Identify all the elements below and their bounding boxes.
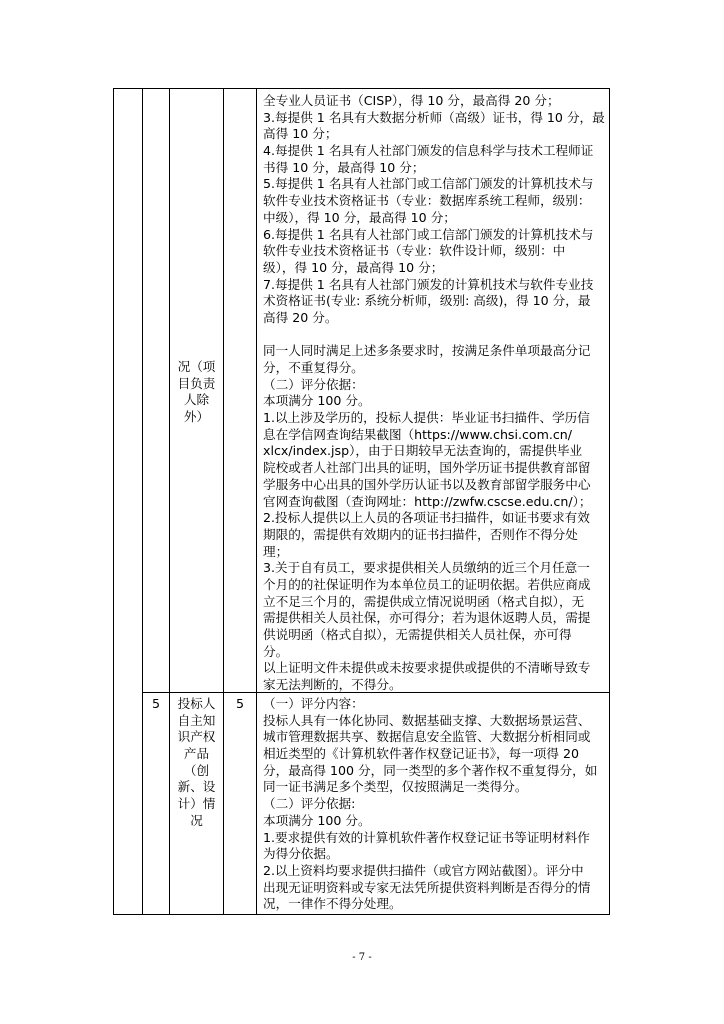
text-line: 本项满分 100 分。 (263, 393, 371, 409)
item-name-cell (169, 696, 224, 830)
item-name-cell (169, 359, 224, 426)
text-line: 期限的，需提供有效期内的证书扫描件，否则作不得分处 (263, 526, 578, 542)
text-line: 自主知 (177, 712, 216, 728)
text-line: 况，一律作不得分处理。 (263, 896, 402, 912)
text-line: 4.每提供 1 名具有人社部门颁发的信息科学与技术工程师证 (263, 143, 594, 159)
text-line: 分。 (263, 643, 289, 659)
text-line: 供说明函（格式自拟），无需提供相关人员社保，亦可得 (263, 627, 572, 642)
text-line: 同一人同时满足上述多条要求时，按满足条件单项最高分记 (263, 343, 591, 359)
text-line: 7.每提供 1 名具有人社部门颁发的计算机技术与软件专业技 (263, 276, 594, 292)
content-cell (263, 696, 597, 913)
text-line: 理； (263, 543, 289, 559)
text-line: 以上证明文件未提供或未按要求提供或提供的不清晰导致专 (263, 660, 591, 676)
text-line: 2.投标人提供以上人员的各项证书扫描件，如证书要求有效 (263, 510, 590, 526)
text-line: 个月的的社保证明作为本单位员工的证明依据。若供应商成 (263, 576, 591, 592)
text-line: 息在学信网查询结果截图（https://www.chsi.com.cn/ (263, 426, 573, 442)
row-index-cell: 5 (151, 696, 160, 711)
text-line: 产品 (183, 746, 210, 762)
text-line: （创 (183, 762, 210, 778)
text-line: 软件专业技术资格证书（专业：软件设计师，级别：中 (263, 243, 566, 259)
text-line: 家无法判断的，不得分。 (263, 677, 402, 693)
text-line: 本项满分 100 分。 (263, 812, 371, 828)
text-line: 出现无证明资料或专家无法凭所提供资料判断是否得分的情 (263, 879, 591, 895)
text-line: 识产权 (177, 729, 216, 745)
text-line: 院校或者人社部门出具的证明，国外学历证书提供教育部留 (263, 460, 591, 476)
text-line: 术资格证书(专业: 系统分析师，级别: 高级)，得 10 分，最 (263, 293, 591, 309)
text-line: 学服务中心出具的国外学历认证书以及教育部留学服务中心 (263, 476, 591, 492)
text-line: 3.关于自有员工，要求提供相关人员缴纳的近三个月任意一 (263, 560, 590, 576)
text-line: 立不足三个月的，需提供成立情况说明函（格式自拟），无 (263, 593, 585, 609)
text-line: 书得 10 分，最高得 10 分； (263, 159, 425, 175)
score-cell: 5 (235, 696, 244, 711)
text-line: 5.每提供 1 名具有人社部门或工信部门颁发的计算机技术与 (263, 176, 594, 192)
text-line: 新、设 (177, 779, 216, 795)
text-line: 投标人具有一体化协同、数据基础支撑、大数据场景运营、 (263, 712, 591, 728)
column-divider (256, 89, 257, 914)
text-line: 3.每提供 1 名具有大数据分析师（高级）证书，得 10 分，最 (263, 109, 605, 125)
text-line: 6.每提供 1 名具有人社部门或工信部门颁发的计算机技术与 (263, 226, 594, 242)
text-line: 人除 (183, 392, 210, 408)
text-line: 况（项 (177, 359, 216, 374)
text-line: 城市管理数据共享、数据信息安全监管、大数据分析相同或 (263, 729, 591, 745)
text-line: 级），得 10 分，最高得 10 分； (263, 259, 444, 275)
text-line: （一）评分内容： (263, 696, 364, 711)
text-line: 1.以上涉及学历的，投标人提供：毕业证书扫描件、学历信 (263, 410, 590, 426)
page-number: - 7 - (352, 952, 372, 963)
text-line (263, 327, 605, 344)
text-line: 分，最高得 100 分，同一类型的多个著作权不重复得分，如 (263, 762, 598, 778)
text-line: 计）情 (177, 796, 216, 812)
text-line: 况 (190, 812, 203, 828)
text-line: 同一证书满足多个类型，仅按照满足一类得分。 (263, 779, 528, 795)
text-line: 软件专业技术资格证书（专业：数据库系统工程师，级别： (263, 193, 591, 209)
text-line: 分，不重复得分。 (263, 360, 364, 375)
scoring-table (113, 88, 610, 915)
content-cell (263, 93, 605, 694)
text-line: 外） (183, 409, 210, 425)
text-line: （二）评分依据: (263, 796, 356, 812)
text-line: 1.要求提供有效的计算机软件著作权登记证书等证明材料作 (263, 829, 590, 845)
column-divider (142, 89, 143, 914)
text-line: xlcx/index.jsp），由于日期较早无法查询的，需提供毕业 (263, 443, 583, 459)
text-line: 为得分依据。 (263, 846, 339, 862)
text-line: 相近类型的《计算机软件著作权登记证书》，每一项得 20 (263, 746, 579, 762)
text-line: 高得 10 分； (263, 126, 338, 142)
text-line: （二）评分依据： (263, 376, 364, 392)
text-line: 需提供相关人员社保，亦可得分；若为退休返聘人员，需提 (263, 610, 591, 626)
text-line: 目负责 (177, 375, 216, 391)
text-line: 全专业人员证书（CISP），得 10 分，最高得 20 分； (263, 93, 560, 108)
text-line: 高得 20 分。 (263, 309, 338, 325)
text-line: 中级），得 10 分，最高得 10 分； (263, 209, 456, 225)
text-line: 2.以上资料均要求提供扫描件（或官方网站截图）。评分中 (263, 862, 584, 878)
text-line: 投标人 (177, 696, 216, 711)
text-line: 官网查询截图（查询网址：http://zwfw.cscse.edu.cn/）； (263, 493, 592, 509)
